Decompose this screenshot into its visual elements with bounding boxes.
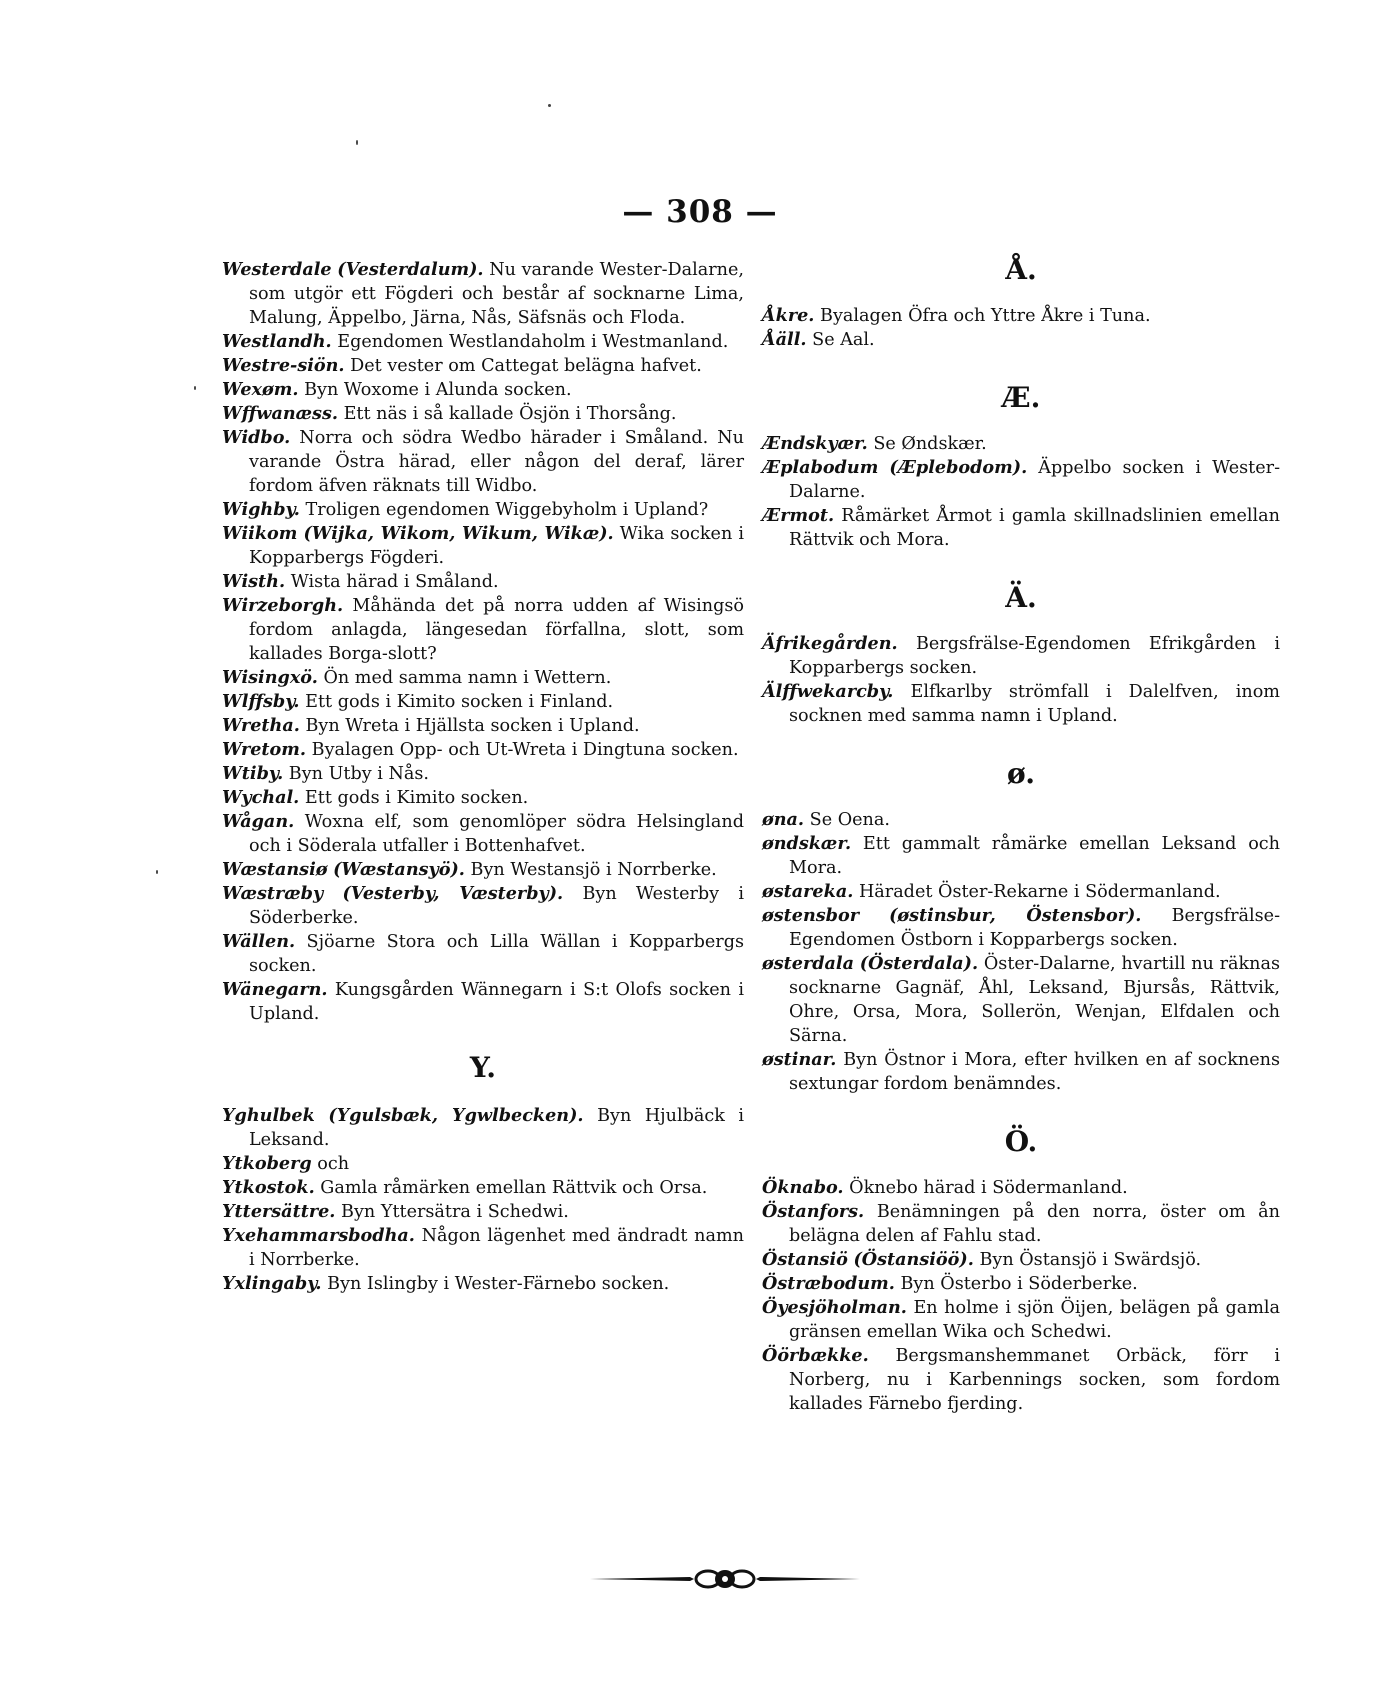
- entry-definition: Egendomen Westlandaholm i Westmanland.: [337, 332, 729, 352]
- entry-term: Westlandh.: [222, 331, 332, 352]
- left-column: [222, 258, 744, 1296]
- entry-definition: och: [317, 1154, 350, 1174]
- entry-term: Yghulbek: [222, 1105, 315, 1126]
- entry-term: Yttersättre.: [222, 1201, 336, 1222]
- entry-definition: Byn Yttersätra i Schedwi.: [341, 1202, 569, 1222]
- section-heading: Æ.: [1001, 381, 1041, 414]
- entry-definition: Bergsmanshemmanet Orbäck, förr i Norberg, nu i Karbennings socken, som fordom kallades Färnebo fjerding.: [789, 1346, 1281, 1414]
- entry-term: Öyesjöholman.: [762, 1297, 907, 1318]
- entry-definition: Öster-Dalarne, hvartill nu räknas socknarne Gagnäf, Åhl, Leksand, Bjursås, Rättvik, Ohre, Orsa, Mora, Sollerön, Wenjan, Elfdalen och Särna.: [789, 954, 1281, 1046]
- entry-term: østensbor: [762, 905, 859, 926]
- entry-definition: Woxna elf, som genomlöper södra Helsingland och i Söderala utfaller i Bottenhafvet.: [249, 812, 744, 856]
- entry-definition: Gamla råmärken emellan Rättvik och Orsa.: [320, 1178, 708, 1198]
- entry-term: Wighby.: [222, 499, 300, 520]
- dictionary-entry: [762, 1344, 1281, 1416]
- entry-alternate-forms: (østinsbur, Östensbor).: [889, 905, 1142, 926]
- dictionary-entry: [222, 1224, 744, 1272]
- dictionary-entry: [762, 328, 1280, 352]
- entry-definition: Benämningen på den norra, öster om ån belägna delen af Fahlu stad.: [789, 1202, 1281, 1246]
- section-heading-y: Y.: [469, 1051, 497, 1084]
- entry-term: Åkre.: [762, 305, 815, 326]
- entry-term: Östræbodum.: [762, 1273, 895, 1294]
- entry-term: Wlffsby.: [222, 691, 300, 712]
- dictionary-entry: [762, 1296, 1280, 1344]
- section-heading: Ö.: [1004, 1125, 1038, 1158]
- entry-definition: Ön med samma namn i Wettern.: [323, 668, 612, 688]
- entry-definition: Se Aal.: [812, 330, 875, 350]
- entry-term: Æplabodum: [762, 457, 879, 478]
- dictionary-entry: [222, 354, 744, 378]
- dictionary-entry: [222, 930, 744, 978]
- entry-definition: Wista härad i Småland.: [290, 572, 499, 592]
- entry-term: Ærmot.: [762, 505, 835, 526]
- entry-term: Westre-siön.: [222, 355, 345, 376]
- dictionary-entry: [222, 738, 744, 762]
- entry-definition: Byalagen Öfra och Yttre Åkre i Tuna.: [820, 306, 1151, 326]
- dictionary-entry: [762, 1272, 1280, 1296]
- dictionary-entry: [222, 402, 744, 426]
- dictionary-entry: [762, 504, 1281, 552]
- entry-definition: Byn Hjulbäck i Leksand.: [249, 1106, 745, 1150]
- dictionary-entry: [222, 858, 744, 882]
- dictionary-entry: [222, 666, 744, 690]
- dictionary-entry: [762, 632, 1280, 680]
- entry-term: Ytkostok.: [222, 1177, 315, 1198]
- dictionary-entry: [222, 522, 744, 570]
- dictionary-entry: [762, 1176, 1280, 1200]
- entry-term: Östanfors.: [762, 1201, 865, 1222]
- entry-definition: Äppelbo socken i Wester-Dalarne.: [789, 458, 1281, 502]
- entry-term: Wällen.: [222, 931, 296, 952]
- dictionary-entry: [222, 378, 744, 402]
- dictionary-entry: [762, 832, 1280, 880]
- entry-definition: Byn Westerby i Söderberke.: [249, 884, 745, 928]
- entry-alternate-forms: (Östansiöö).: [853, 1249, 974, 1270]
- entry-term: Wisth.: [222, 571, 286, 592]
- entry-definition: Se Oena.: [809, 810, 890, 830]
- entry-term: Wisingxö.: [222, 667, 318, 688]
- entry-definition: Wika socken i Kopparbergs Fögderi.: [249, 524, 744, 568]
- section-heading: ø.: [1007, 757, 1035, 790]
- dictionary-entry: [222, 1176, 744, 1200]
- entry-definition: Byn Wreta i Hjällsta socken i Upland.: [305, 716, 640, 736]
- entry-definition: Byn Östansjö i Swärdsjö.: [979, 1250, 1202, 1270]
- entry-term: Östansiö: [762, 1249, 848, 1270]
- entry-alternate-forms: (Wijka, Wikom, Wikum, Wikæ).: [303, 523, 614, 544]
- dictionary-entry: [222, 714, 744, 738]
- dictionary-entry: [222, 330, 744, 354]
- entry-definition: Bergsfrälse-Egendomen Östborn i Kopparbergs socken.: [789, 906, 1281, 950]
- entry-term: Wffwanæss.: [222, 403, 338, 424]
- entry-alternate-forms: (Österdala).: [859, 953, 979, 974]
- entry-definition: Bergsfrälse-Egendomen Efrikgården i Kopparbergs socken.: [789, 634, 1280, 678]
- entry-definition: En holme i sjön Öijen, belägen på gamla gränsen emellan Wika och Schedwi.: [789, 1298, 1280, 1342]
- entry-term: Wänegarn.: [222, 979, 328, 1000]
- entry-definition: Troligen egendomen Wiggebyholm i Upland?: [305, 500, 709, 520]
- dictionary-entry: [222, 498, 744, 522]
- right-column: [762, 253, 1281, 1416]
- dictionary-entry: [222, 570, 744, 594]
- dictionary-entry: [762, 432, 1280, 456]
- dictionary-entry: [222, 1104, 745, 1152]
- entry-definition: Se Øndskær.: [873, 434, 987, 454]
- dictionary-entry: [762, 904, 1281, 952]
- end-ornament: [590, 1565, 860, 1593]
- dictionary-entry: [762, 1248, 1280, 1272]
- entry-term: Westerdale: [222, 259, 332, 280]
- stray-mark: [356, 140, 358, 145]
- entry-term: Wæstræby: [222, 883, 324, 904]
- entry-definition: Byn Islingby i Wester-Färnebo socken.: [327, 1274, 670, 1294]
- dictionary-entry: [222, 810, 744, 858]
- left-entries: [222, 258, 744, 1026]
- entry-term: Äfrikegården.: [762, 633, 898, 654]
- entry-term: Widbo.: [222, 427, 291, 448]
- dictionary-entry: [222, 786, 744, 810]
- entry-definition: Öknebo härad i Södermanland.: [849, 1178, 1128, 1198]
- entry-definition: Ett näs i så kallade Ösjön i Thorsång.: [343, 404, 677, 424]
- dictionary-entry: [222, 426, 744, 498]
- entry-definition: Kungsgården Wännegarn i S:t Olofs socken i Upland.: [249, 980, 744, 1024]
- dictionary-entry: [222, 1272, 744, 1296]
- dictionary-entry: [222, 762, 744, 786]
- entry-term: Öknabo.: [762, 1177, 844, 1198]
- page-number: — 308 —: [622, 194, 778, 230]
- entry-alternate-forms: (Wæstansyö).: [333, 859, 465, 880]
- dictionary-entry: [762, 304, 1280, 328]
- dictionary-entry: [762, 456, 1281, 504]
- entry-term: østinar.: [762, 1049, 837, 1070]
- entry-definition: Byn Utby i Nås.: [288, 764, 430, 784]
- section-heading: Å.: [1005, 253, 1037, 286]
- entry-alternate-forms: (Vesterdalum).: [337, 259, 484, 280]
- entry-term: Åäll.: [762, 329, 807, 350]
- entry-term: Wågan.: [222, 811, 295, 832]
- dictionary-entry: [762, 952, 1281, 1048]
- entry-term: Älffwekarcby.: [762, 681, 894, 702]
- right-sections: [762, 253, 1281, 1416]
- dictionary-entry: [762, 808, 1280, 832]
- entry-term: Wæstansiø: [222, 859, 328, 880]
- dictionary-entry: [762, 1200, 1281, 1248]
- entry-term: Wiikom: [222, 523, 298, 544]
- y-entries: [222, 1104, 744, 1296]
- entry-definition: Elfkarlby strömfall i Dalelfven, inom socknen med samma namn i Upland.: [789, 682, 1280, 726]
- entry-term: Wexøm.: [222, 379, 299, 400]
- entry-term: øna.: [762, 809, 805, 830]
- dictionary-entry: [222, 258, 745, 330]
- dictionary-entry: [222, 882, 745, 930]
- entry-term: Wtiby.: [222, 763, 284, 784]
- entry-alternate-forms: (Ygulsbæk, Ygwlbecken).: [328, 1105, 584, 1126]
- entry-term: Wirzeborgh.: [222, 595, 344, 616]
- dictionary-entry: [222, 594, 744, 666]
- entry-definition: Ett gods i Kimito socken i Finland.: [305, 692, 614, 712]
- dictionary-entry: [222, 1200, 744, 1224]
- stray-mark: [548, 104, 551, 107]
- entry-definition: Norra och södra Wedbo härader i Småland. Nu varande Östra härad, eller någon del deraf, lärer fordom äfven räknats till Widbo.: [249, 428, 744, 496]
- section-heading: Ä.: [1005, 581, 1037, 614]
- entry-definition: Det vester om Cattegat belägna hafvet.: [350, 356, 702, 376]
- entry-definition: Råmärket Årmot i gamla skillnadslinien emellan Rättvik och Mora.: [789, 506, 1281, 550]
- dictionary-entry: [222, 690, 744, 714]
- entry-term: Wychal.: [222, 787, 300, 808]
- entry-term: Wretom.: [222, 739, 307, 760]
- entry-definition: Ett gammalt råmärke emellan Leksand och Mora.: [789, 834, 1280, 878]
- entry-term: Öörbække.: [762, 1345, 869, 1366]
- entry-alternate-forms: (Vesterby, Væsterby).: [342, 883, 564, 904]
- entry-definition: Nu varande Wester-Dalarne, som utgör ett Fögderi och består af socknarne Lima, Malung, Äppelbo, Järna, Nås, Säfsnäs och Floda.: [249, 260, 745, 328]
- stray-mark: [156, 870, 158, 874]
- entry-term: Ytkoberg: [222, 1153, 312, 1174]
- entry-term: Yxehammarsbodha.: [222, 1225, 415, 1246]
- entry-definition: Byn Woxome i Alunda socken.: [304, 380, 572, 400]
- dictionary-entry: [762, 680, 1280, 728]
- stray-mark: [194, 386, 196, 390]
- entry-definition: Byn Westansjö i Norrberke.: [470, 860, 717, 880]
- entry-term: østareka.: [762, 881, 854, 902]
- entry-term: Wretha.: [222, 715, 300, 736]
- entry-term: Ændskyær.: [762, 433, 868, 454]
- entry-term: østerdala: [762, 953, 855, 974]
- dictionary-entry: [222, 978, 744, 1026]
- entry-term: Yxlingaby.: [222, 1273, 322, 1294]
- entry-alternate-forms: (Æplebodom).: [889, 457, 1028, 478]
- dictionary-entry: [222, 1152, 744, 1176]
- entry-definition: Ett gods i Kimito socken.: [304, 788, 529, 808]
- entry-definition: Byn Östnor i Mora, efter hvilken en af socknens sextungar fordom benämndes.: [789, 1050, 1281, 1094]
- dictionary-entry: [762, 1048, 1281, 1096]
- entry-definition: Sjöarne Stora och Lilla Wällan i Kopparbergs socken.: [249, 932, 744, 976]
- entry-definition: Måhända det på norra udden af Wisingsö fordom anlagda, längesedan förfallna, slott, som kallades Borga-slott?: [249, 596, 744, 664]
- entry-definition: Någon lägenhet med ändradt namn i Norrberke.: [249, 1226, 744, 1270]
- entry-definition: Häradet Öster-Rekarne i Södermanland.: [858, 882, 1221, 902]
- dictionary-entry: [762, 880, 1280, 904]
- entry-term: øndskær.: [762, 833, 852, 854]
- entry-definition: Byalagen Opp- och Ut-Wreta i Dingtuna socken.: [311, 740, 739, 760]
- entry-definition: Byn Österbo i Söderberke.: [900, 1274, 1138, 1294]
